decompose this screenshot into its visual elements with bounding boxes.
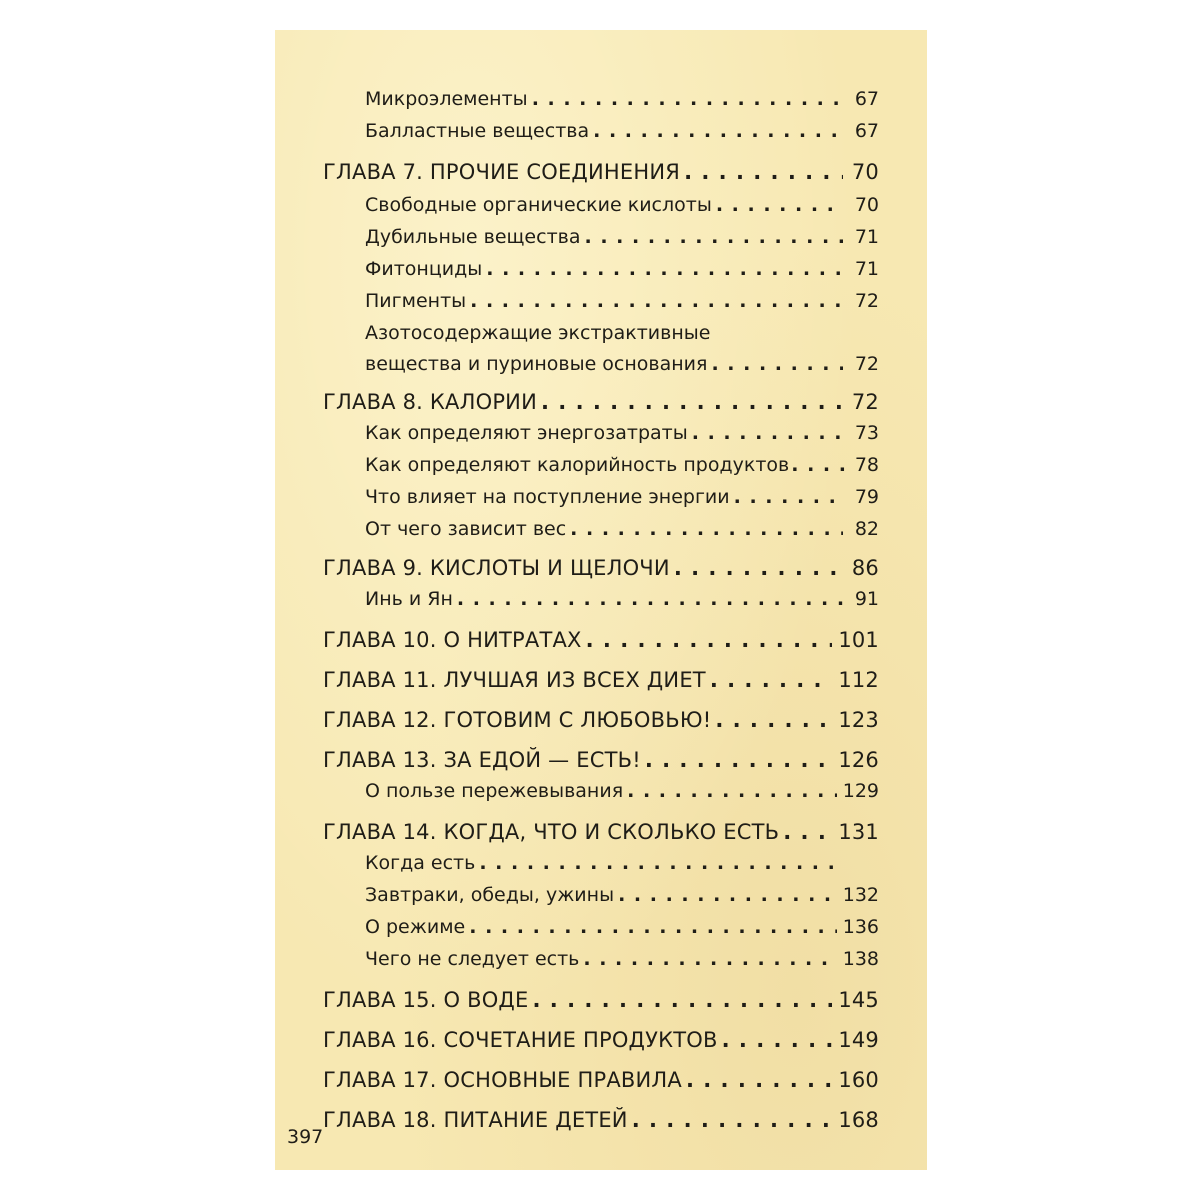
toc-entry-title: Дубильные вещества [365, 226, 581, 248]
toc-chapter-title: ГЛАВА 8. КАЛОРИИ [323, 390, 537, 414]
toc-chapter [323, 628, 879, 658]
toc-entry [365, 422, 879, 452]
toc-chapter-page: 123 [838, 708, 879, 732]
toc-chapter [323, 748, 879, 778]
toc-entry [365, 454, 879, 484]
toc-entry-title: Завтраки, обеды, ужины [365, 884, 615, 906]
toc-entry-title: Микроэлементы [365, 88, 528, 110]
dot-leader [710, 668, 832, 692]
dot-leader [716, 194, 843, 216]
toc-chapter-page: 131 [838, 820, 879, 844]
toc-chapter-page: 126 [838, 748, 879, 772]
dot-leader [479, 852, 843, 874]
dot-leader [532, 88, 843, 110]
dot-leader [715, 708, 832, 732]
dot-leader [791, 454, 845, 476]
toc-chapter [323, 668, 879, 698]
toc-chapter [323, 820, 879, 850]
toc-entry [365, 290, 879, 320]
toc-chapter-title: ГЛАВА 16. СОЧЕТАНИЕ ПРОДУКТОВ [323, 1028, 718, 1052]
toc-entry-page: 79 [854, 486, 879, 508]
toc-chapter-title: ГЛАВА 15. О ВОДЕ [323, 988, 529, 1012]
dot-leader [469, 916, 837, 938]
toc-entry-page: 136 [842, 916, 879, 938]
dot-leader [470, 290, 843, 312]
toc-entry-title: Как определяют калорийность продуктов [365, 454, 790, 476]
toc-entry [365, 120, 879, 150]
toc-entry-page: 132 [842, 884, 879, 906]
toc-entry-page: 71 [854, 226, 879, 248]
dot-leader [692, 422, 843, 444]
toc-chapter-title: ГЛАВА 12. ГОТОВИМ С ЛЮБОВЬЮ! [323, 708, 712, 732]
toc-entry [365, 852, 879, 882]
dot-leader [486, 258, 843, 280]
dot-leader [586, 628, 833, 652]
toc-chapter-page: 149 [838, 1028, 879, 1052]
toc-entry-page: 82 [854, 518, 879, 540]
toc-chapter-page: 145 [838, 988, 879, 1012]
toc-chapter-page: 160 [838, 1068, 879, 1092]
toc-chapter-page: 112 [838, 668, 879, 692]
book-page [275, 30, 927, 1170]
toc-entry-line2 [365, 353, 879, 375]
toc-entry-title: Когда есть [365, 852, 476, 874]
toc-chapter-page: 86 [851, 556, 879, 580]
toc-entry-page: 72 [854, 353, 879, 375]
dot-leader [645, 748, 832, 772]
toc-entry-page: 67 [854, 120, 879, 142]
toc-chapter-page: 70 [851, 160, 879, 184]
toc-entry-page: 78 [854, 454, 879, 476]
dot-leader [722, 1028, 833, 1052]
toc-entry [365, 322, 879, 384]
toc-chapter [323, 988, 879, 1018]
dot-leader [570, 518, 843, 540]
toc-entry-title-line1: Азотосодержащие экстрактивные [365, 322, 711, 344]
dot-leader [541, 390, 843, 414]
toc-chapter-title: ГЛАВА 7. ПРОЧИЕ СОЕДИНЕНИЯ [323, 160, 681, 184]
toc-chapter [323, 708, 879, 738]
dot-leader [734, 486, 843, 508]
toc-chapter-title: ГЛАВА 14. КОГДА, ЧТО И СКОЛЬКО ЕСТЬ [323, 820, 780, 844]
toc-chapter [323, 1108, 879, 1138]
toc-entry-page: 91 [854, 588, 879, 610]
dot-leader [686, 1068, 832, 1092]
toc-entry-title: Чего не следует есть [365, 948, 580, 970]
toc-entry-title: Балластные вещества [365, 120, 590, 142]
toc-chapter [323, 160, 879, 190]
toc-entry [365, 88, 879, 118]
toc-chapter-page: 72 [851, 390, 879, 414]
dot-leader [457, 588, 843, 610]
toc-entry-title: О пользе пережевывания [365, 780, 624, 802]
toc-entry [365, 916, 879, 946]
toc-entry [365, 194, 879, 224]
dot-leader [583, 948, 836, 970]
dot-leader [627, 780, 837, 802]
dot-leader [533, 988, 833, 1012]
dot-leader [593, 120, 843, 142]
toc-entry-page: 138 [842, 948, 879, 970]
toc-chapter-title: ГЛАВА 13. ЗА ЕДОЙ — ЕСТЬ! [323, 748, 641, 772]
toc-chapter [323, 1068, 879, 1098]
toc-entry [365, 780, 879, 810]
toc-entry-page: 71 [854, 258, 879, 280]
toc-entry [365, 588, 879, 618]
toc-chapter-title: ГЛАВА 18. ПИТАНИЕ ДЕТЕЙ [323, 1108, 628, 1132]
toc-entry [365, 948, 879, 978]
toc-chapter-title: ГЛАВА 17. ОСНОВНЫЕ ПРАВИЛА [323, 1068, 682, 1092]
toc-entry-title: Свободные органические кислоты [365, 194, 712, 216]
toc-entry-page: 73 [854, 422, 879, 444]
toc-entry-title: Что влияет на поступление энергии [365, 486, 730, 508]
toc-entry-title: О режиме [365, 916, 466, 938]
toc-entry [365, 258, 879, 288]
toc-entry [365, 226, 879, 256]
toc-entry-title: Пигменты [365, 290, 467, 312]
toc-entry [365, 486, 879, 516]
toc-entry-title: Как определяют энергозатраты [365, 422, 688, 444]
toc-entry-title-line2: вещества и пуриновые основания [365, 353, 708, 375]
dot-leader [618, 884, 837, 906]
dot-leader [783, 820, 834, 844]
toc-chapter-page: 168 [838, 1108, 879, 1132]
dot-leader [711, 353, 843, 375]
toc-chapter [323, 1028, 879, 1058]
page-number: 397 [287, 1126, 324, 1148]
toc-entry [365, 518, 879, 548]
dot-leader [674, 556, 843, 580]
toc-chapter-title: ГЛАВА 10. О НИТРАТАХ [323, 628, 582, 652]
toc-entry-title: Инь и Ян [365, 588, 453, 610]
dot-leader [632, 1108, 833, 1132]
toc-entry-title: От чего зависит вес [365, 518, 567, 540]
dot-leader [684, 160, 843, 184]
toc-chapter-page: 101 [838, 628, 879, 652]
toc-chapter [323, 556, 879, 586]
toc-entry [365, 884, 879, 914]
toc-entry-page: 129 [842, 780, 879, 802]
toc-entry-page: 67 [854, 88, 879, 110]
toc-chapter-title: ГЛАВА 11. ЛУЧШАЯ ИЗ ВСЕХ ДИЕТ [323, 668, 706, 692]
toc-entry-page: 70 [854, 194, 879, 216]
toc-chapter [323, 390, 879, 420]
toc-entry-page: 72 [854, 290, 879, 312]
dot-leader [584, 226, 843, 248]
toc-entry-title: Фитонциды [365, 258, 483, 280]
toc-chapter-title: ГЛАВА 9. КИСЛОТЫ И ЩЕЛОЧИ [323, 556, 670, 580]
